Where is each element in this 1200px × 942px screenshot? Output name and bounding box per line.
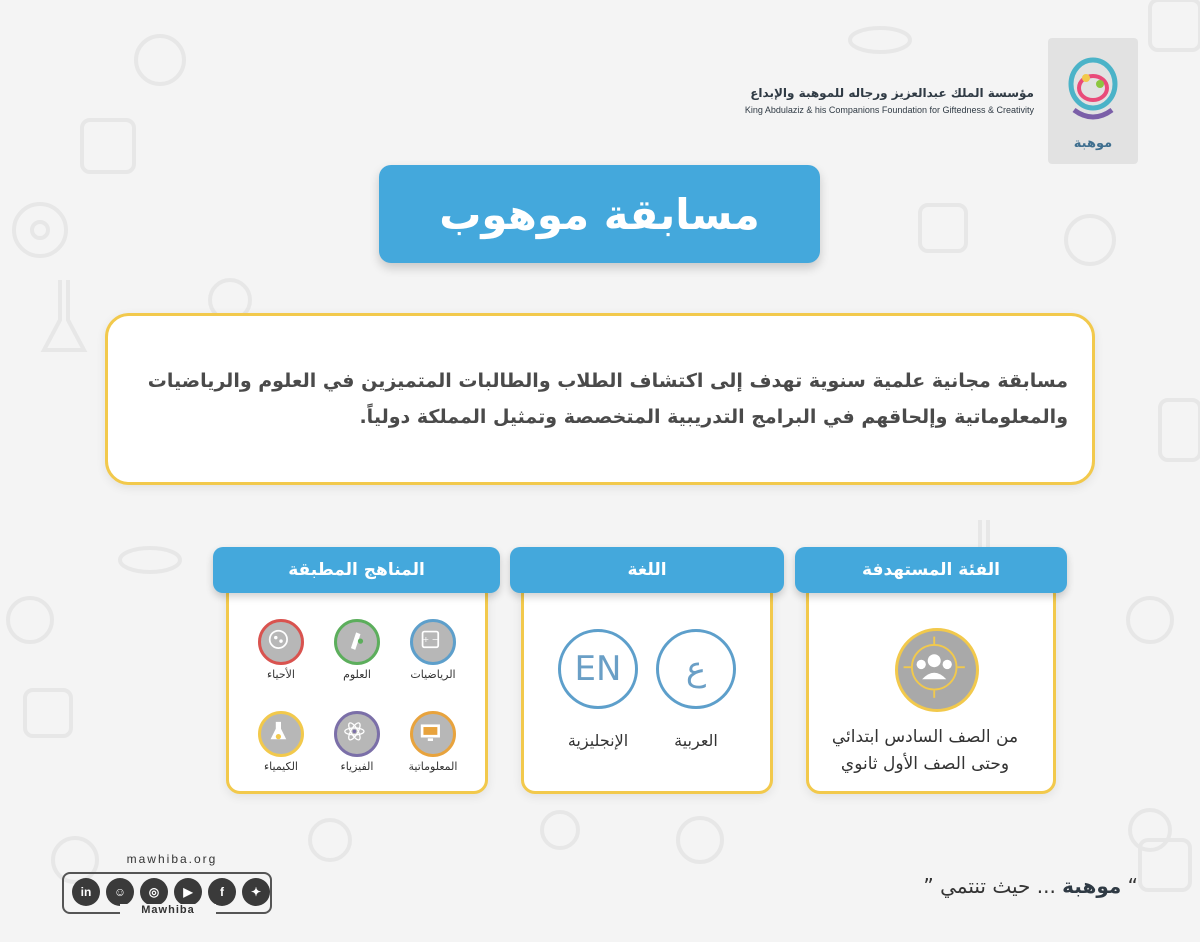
- target-group-header: الفئة المستهدفة: [795, 547, 1067, 593]
- language-header: اللغة: [510, 547, 784, 593]
- target-line-1: من الصف السادس ابتدائي: [831, 727, 1019, 747]
- english-language-icon: EN: [558, 629, 638, 709]
- curricula-header: المناهج المطبقة: [213, 547, 500, 593]
- mawhiba-logo: [1048, 38, 1138, 164]
- description-panel: [105, 313, 1095, 485]
- subject-label-chemistry: الكيمياء: [263, 760, 298, 773]
- english-language-label: الإنجليزية: [567, 731, 629, 750]
- foundation-name-arabic: مؤسسة الملك عبدالعزيز ورجاله للموهبة والإبداع: [750, 86, 1034, 100]
- subject-label-math: الرياضيات: [410, 668, 456, 681]
- subject-label-biology: الأحياء: [267, 668, 295, 681]
- group-target-icon: [895, 628, 979, 712]
- twitter-icon[interactable]: ✦: [242, 878, 270, 906]
- target-line-2: وحتى الصف الأول ثانوي: [840, 754, 1010, 774]
- slogan-text: ... حيث تنتمي: [940, 874, 1056, 898]
- linkedin-icon[interactable]: in: [72, 878, 100, 906]
- svg-text:+ −: + −: [422, 635, 439, 644]
- snapchat-icon[interactable]: ☺: [106, 878, 134, 906]
- slogan: [923, 874, 1138, 898]
- cell-icon: [258, 619, 304, 665]
- microscope-icon: [334, 619, 380, 665]
- logo-word: موهبة: [1073, 136, 1113, 151]
- page-title: مسابقة موهوب: [439, 189, 760, 239]
- language-card: [521, 580, 773, 794]
- social-handle: Mawhiba: [120, 904, 216, 916]
- social-icons-row: [72, 878, 270, 906]
- subject-label-physics: الفيزياء: [340, 760, 374, 773]
- facebook-icon[interactable]: f: [208, 878, 236, 906]
- target-group-text: [790, 724, 1060, 778]
- quote-open-icon: “: [1127, 874, 1138, 898]
- arabic-language-label: العربية: [674, 731, 718, 750]
- youtube-icon[interactable]: ▶: [174, 878, 202, 906]
- foundation-name-english: King Abdulaziz & his Companions Foundation for Giftedness & Creativity: [744, 105, 1034, 115]
- group-icon-graphic: [898, 631, 976, 709]
- flask-icon: [258, 711, 304, 757]
- slogan-brand: موهبة: [1062, 874, 1122, 898]
- title-banner: [379, 165, 820, 263]
- mawhiba-logo-icon: [1060, 48, 1126, 128]
- monitor-icon: [410, 711, 456, 757]
- subject-label-science: العلوم: [343, 668, 371, 681]
- atom-icon: [334, 711, 380, 757]
- description-text: مسابقة مجانية علمية سنوية تهدف إلى اكتشاف الطلاب والطالبات المتميزين في العلوم والرياضيات والمعلوماتية وإلحاقهم في البرامج التدريبية المتخصصة وتمثيل المملكة دولياً.: [147, 370, 1068, 428]
- quote-close-icon: ”: [923, 874, 934, 898]
- subject-label-informatics: المعلوماتية: [408, 760, 458, 773]
- arabic-language-icon: ع: [656, 629, 736, 709]
- calculator-icon: [410, 619, 456, 665]
- instagram-icon[interactable]: ◎: [140, 878, 168, 906]
- website-url[interactable]: mawhiba.org: [126, 852, 218, 866]
